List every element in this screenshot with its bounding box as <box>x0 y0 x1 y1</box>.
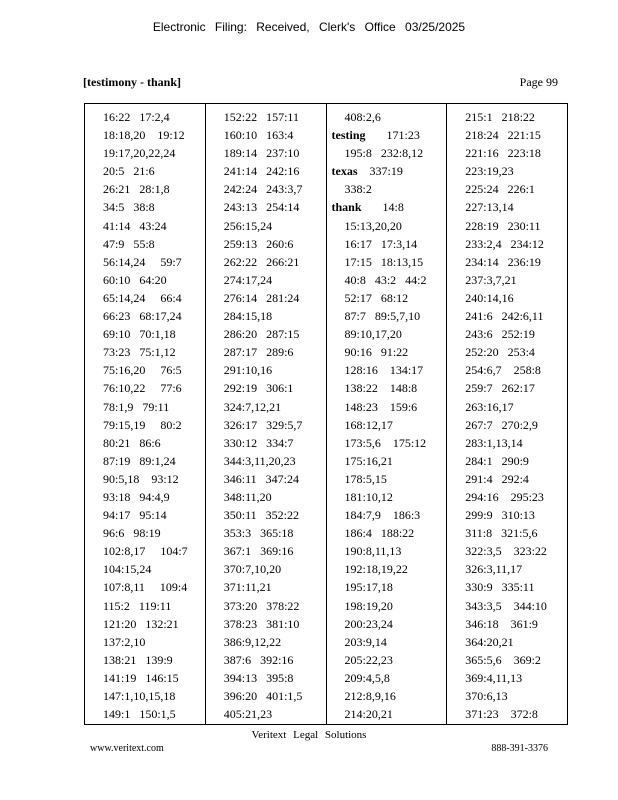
index-reference-line: 102:8,17 104:7 <box>103 544 188 559</box>
index-reference-line: 87:7 89:5,7,10 <box>344 309 421 324</box>
index-reference-line: 371:11,21 <box>223 580 272 595</box>
index-reference-line: 128:16 134:17 <box>344 363 424 378</box>
index-reference-line: 115:2 119:11 <box>103 598 172 613</box>
index-reference-line: 221:16 223:18 <box>465 146 541 161</box>
index-reference-line: 286:20 287:15 <box>223 327 300 342</box>
index-reference-line: 241:6 242:6,11 <box>465 309 544 324</box>
index-reference-line: 330:9 335:11 <box>465 580 535 595</box>
footer-website: www.veritext.com <box>90 743 164 754</box>
index-reference-line: 326:17 329:5,7 <box>223 417 303 432</box>
index-reference-line: 56:14,24 59:7 <box>103 254 182 269</box>
index-reference-line: 373:20 378:22 <box>223 598 300 613</box>
index-reference-line: 66:23 68:17,24 <box>103 309 182 324</box>
index-references: 14:8 <box>361 200 404 215</box>
index-reference-line: 370:6,13 <box>465 689 508 703</box>
index-reference-line: 209:4,5,8 <box>344 670 390 685</box>
page-number: Page 99 <box>519 75 558 89</box>
footer-phone: 888-391-3376 <box>491 743 548 754</box>
index-reference-line: 214:20,21 <box>344 707 393 722</box>
index-reference-line: 252:20 253:4 <box>465 345 535 360</box>
index-reference-line: 47:9 55:8 <box>103 236 155 251</box>
index-reference-line: 93:18 94:4,9 <box>103 489 170 504</box>
index-reference-line: 324:7,12,21 <box>223 399 282 414</box>
index-reference-line: 78:1,9 79:11 <box>103 399 170 414</box>
index-reference-line: 138:22 148:8 <box>344 381 418 396</box>
index-headword: testing <box>331 128 366 143</box>
index-headword: texas <box>331 164 358 179</box>
index-reference-line: 203:9,14 <box>344 634 387 649</box>
index-reference-line: 152:22 157:11 <box>223 110 299 124</box>
index-reference-line: 18:18,20 19:12 <box>103 128 185 143</box>
index-reference-line: 26:21 28:1,8 <box>103 182 170 197</box>
footer-company: Veritext Legal Solutions <box>251 729 367 741</box>
index-reference-line: 195:8 232:8,12 <box>344 146 424 161</box>
index-reference-line: 34:5 38:8 <box>103 200 155 215</box>
index-reference-line: 369:4,11,13 <box>465 670 523 685</box>
index-reference-line: 243:13 254:14 <box>223 200 300 215</box>
index-reference-line: 73:23 75:1,12 <box>103 345 176 360</box>
index-reference-line: 338:2 <box>344 182 372 197</box>
index-reference-line: 149:1 150:1,5 <box>103 707 176 722</box>
index-reference-line: 90:16 91:22 <box>344 345 409 360</box>
index-reference-line: 52:17 68:12 <box>344 290 409 305</box>
index-reference-line: 284:1 290:9 <box>465 453 529 468</box>
index-column-2 <box>206 104 327 724</box>
index-reference-line: 148:23 159:6 <box>344 399 418 414</box>
index-reference-line: 378:23 381:10 <box>223 616 300 631</box>
index-reference-line: 168:12,17 <box>344 417 393 432</box>
index-reference-line: 408:2,6 <box>344 110 381 124</box>
index-reference-line: 322:3,5 323:22 <box>465 544 547 559</box>
index-reference-line: 60:10 64:20 <box>103 272 167 287</box>
index-reference-line: 225:24 226:1 <box>465 182 535 197</box>
index-reference-line: 205:22,23 <box>344 652 393 667</box>
index-reference-line: 394:13 395:8 <box>223 670 294 685</box>
index-reference-line: 41:14 43:24 <box>103 218 167 233</box>
index-reference-line: 104:15,24 <box>103 562 152 577</box>
index-reference-line: 17:15 18:13,15 <box>344 254 424 269</box>
index-reference-line: 243:6 252:19 <box>465 327 535 342</box>
index-headword: thank <box>331 200 362 215</box>
index-reference-line: 343:3,5 344:10 <box>465 598 547 613</box>
index-reference-line: 223:19,23 <box>465 164 514 179</box>
index-reference-line: 291:10,16 <box>223 363 273 378</box>
index-reference-line: 348:11,20 <box>223 489 272 504</box>
index-reference-line: 344:3,11,20,23 <box>223 453 296 468</box>
index-reference-line: 107:8,11 109:4 <box>103 580 188 595</box>
index-reference-line: 240:14,16 <box>465 290 514 305</box>
index-reference-line: 20:5 21:6 <box>103 164 155 179</box>
index-reference-line: 330:12 334:7 <box>223 435 294 450</box>
index-reference-line: 137:2,10 <box>103 634 146 649</box>
index-references: 337:19 <box>357 164 403 179</box>
index-reference-line: 233:2,4 234:12 <box>465 236 544 251</box>
index-reference-line: 87:19 89:1,24 <box>103 453 176 468</box>
index-reference-line: 405:21,23 <box>223 707 273 722</box>
index-reference-line: 218:24 221:15 <box>465 128 541 143</box>
index-reference-line: 283:1,13,14 <box>465 435 523 450</box>
index-reference-line: 371:23 372:8 <box>465 707 538 722</box>
index-reference-line: 94:17 95:14 <box>103 508 167 523</box>
index-reference-line: 353:3 365:18 <box>223 526 294 541</box>
index-reference-line: 365:5,6 369:2 <box>465 652 541 667</box>
index-reference-line: 215:1 218:22 <box>465 110 535 124</box>
index-reference-line: 387:6 392:16 <box>223 652 294 667</box>
index-reference-line: 96:6 98:19 <box>103 526 161 541</box>
index-references: 171:23 <box>365 128 420 143</box>
index-reference-line: 147:1,10,15,18 <box>103 689 176 703</box>
index-reference-line: 346:18 361:9 <box>465 616 538 631</box>
index-reference-line: 396:20 401:1,5 <box>223 689 303 703</box>
index-reference-line: 190:8,11,13 <box>344 544 402 559</box>
index-reference-line: 259:7 262:17 <box>465 381 535 396</box>
index-reference-line: 195:17,18 <box>344 580 393 595</box>
index-reference-line: 175:16,21 <box>344 453 393 468</box>
index-reference-line: 262:22 266:21 <box>223 254 300 269</box>
index-reference-line: 40:8 43:2 44:2 <box>344 272 427 287</box>
index-reference-line: 346:11 347:24 <box>223 471 299 486</box>
index-entry-headword <box>327 162 447 180</box>
index-reference-line: 350:11 352:22 <box>223 508 299 523</box>
index-reference-line: 79:15,19 80:2 <box>103 417 182 432</box>
index-reference-line: 242:24 243:3,7 <box>223 182 303 197</box>
index-reference-line: 189:14 237:10 <box>223 146 300 161</box>
index-reference-line: 186:4 188:22 <box>344 526 415 541</box>
index-reference-line: 200:23,24 <box>344 616 393 631</box>
index-reference-line: 370:7,10,20 <box>223 562 282 577</box>
index-reference-line: 15:13,20,20 <box>344 218 402 233</box>
index-reference-line: 237:3,7,21 <box>465 272 517 287</box>
index-entry-headword <box>327 198 447 216</box>
index-reference-line: 254:6,7 258:8 <box>465 363 541 378</box>
index-reference-line: 173:5,6 175:12 <box>344 435 427 450</box>
index-reference-line: 90:5,18 93:12 <box>103 471 179 486</box>
index-reference-line: 294:16 295:23 <box>465 489 544 504</box>
index-reference-line: 178:5,15 <box>344 471 387 486</box>
index-reference-line: 160:10 163:4 <box>223 128 294 143</box>
index-reference-line: 234:14 236:19 <box>465 254 541 269</box>
index-reference-line: 292:19 306:1 <box>223 381 294 396</box>
index-reference-line: 16:22 17:2,4 <box>103 110 170 124</box>
index-reference-line: 259:13 260:6 <box>223 236 294 251</box>
index-reference-line: 263:16,17 <box>465 399 514 414</box>
index-reference-line: 19:17,20,22,24 <box>103 146 176 161</box>
index-reference-line: 364:20,21 <box>465 634 514 649</box>
index-reference-line: 138:21 139:9 <box>103 652 173 667</box>
index-reference-line: 80:21 86:6 <box>103 435 161 450</box>
index-column-3 <box>327 104 448 724</box>
index-reference-line: 69:10 70:1,18 <box>103 327 176 342</box>
index-reference-line: 326:3,11,17 <box>465 562 523 577</box>
index-reference-line: 76:10,22 77:6 <box>103 381 182 396</box>
index-reference-line: 291:4 292:4 <box>465 471 529 486</box>
index-reference-line: 16:17 17:3,14 <box>344 236 418 251</box>
index-reference-line: 75:16,20 76:5 <box>103 363 182 378</box>
index-reference-line: 311:8 321:5,6 <box>465 526 538 541</box>
index-reference-line: 274:17,24 <box>223 272 273 287</box>
word-index-grid <box>84 103 568 725</box>
index-reference-line: 367:1 369:16 <box>223 544 294 559</box>
filing-stamp: Electronic Filing: Received, Clerk's Office 03/25/2025 <box>152 20 466 34</box>
index-reference-line: 227:13,14 <box>465 200 514 215</box>
index-reference-line: 267:7 270:2,9 <box>465 417 538 432</box>
index-reference-line: 121:20 132:21 <box>103 616 179 631</box>
index-range-header: [testimony - thank] <box>83 75 181 89</box>
index-reference-line: 65:14,24 66:4 <box>103 290 182 305</box>
index-reference-line: 284:15,18 <box>223 309 273 324</box>
index-reference-line: 287:17 289:6 <box>223 345 294 360</box>
index-reference-line: 89:10,17,20 <box>344 327 402 342</box>
index-reference-line: 276:14 281:24 <box>223 290 300 305</box>
index-reference-line: 241:14 242:16 <box>223 164 300 179</box>
index-reference-line: 141:19 146:15 <box>103 670 179 685</box>
index-reference-line: 299:9 310:13 <box>465 508 535 523</box>
index-reference-line: 184:7,9 186:3 <box>344 508 421 523</box>
index-reference-line: 198:19,20 <box>344 598 393 613</box>
index-reference-line: 386:9,12,22 <box>223 634 282 649</box>
index-column-4 <box>447 104 567 724</box>
index-column-1 <box>85 104 206 724</box>
index-reference-line: 256:15,24 <box>223 218 273 233</box>
index-reference-line: 181:10,12 <box>344 489 393 504</box>
index-reference-line: 228:19 230:11 <box>465 218 541 233</box>
index-reference-line: 192:18,19,22 <box>344 562 408 577</box>
index-entry-headword <box>327 126 447 144</box>
index-reference-line: 212:8,9,16 <box>344 689 396 703</box>
